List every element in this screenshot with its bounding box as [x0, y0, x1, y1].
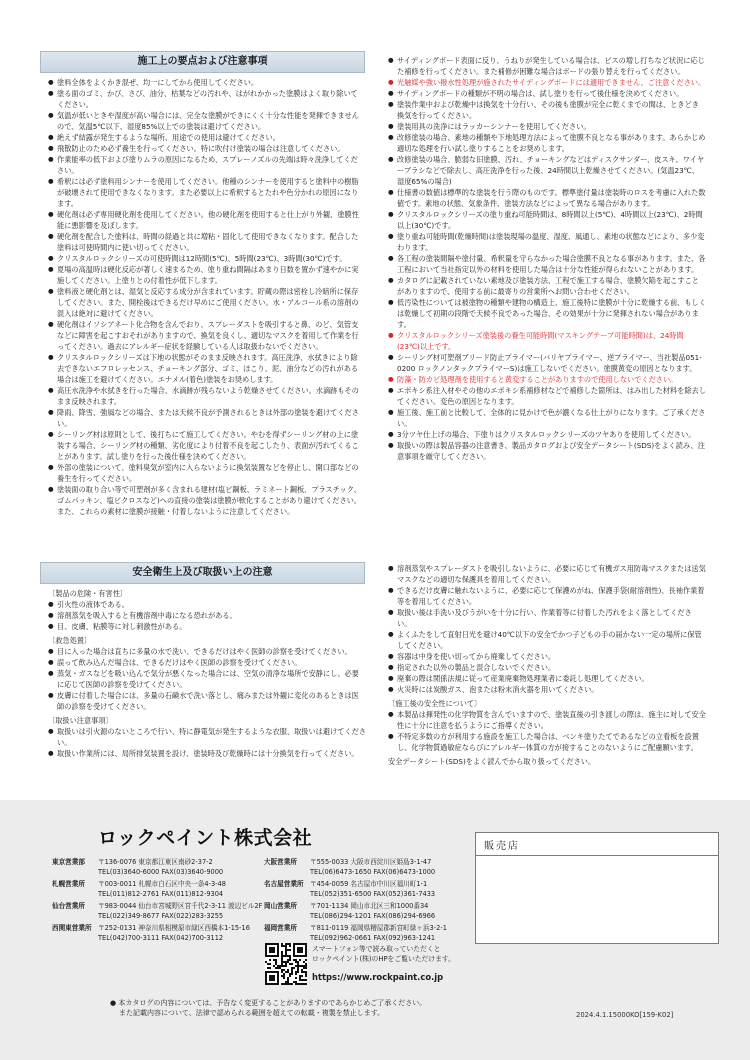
office-address — [310, 902, 450, 921]
list-item: ● クリスタルロックシリーズの塗り重ね可能時間は、8時間以上(5℃)、4時間以上(23℃)、2時間以上(30℃)です。 — [388, 209, 706, 231]
list-item: ● 塗装用具の洗浄にはラッカーシンナーを使用してください。 — [388, 121, 706, 132]
office-name: 福岡営業所 — [264, 924, 297, 932]
office-phone-line: TEL(086)294-1201 FAX(086)294-6966 — [310, 911, 436, 920]
safety-right-column — [388, 563, 706, 767]
list-item: ● 光触媒や強い撥水性処理が施されたサイディングボードには適用できません。ご注意ください。 — [388, 77, 706, 88]
section-subheading: 〔救急処置〕 — [48, 636, 92, 645]
website-link[interactable]: https://www.rockpaint.co.jp — [312, 972, 444, 982]
list-item: ● クリスタルロックシリーズは下地の状態がそのまま反映されます。高圧洗浄、水拭きにより除去できないエフロレッセンス、チョーキング部分、ゴミ、ほこり、泥、油分などの汚れがある場合は施工を避けてください。エナメル(着色)塗装をお奨めします。 — [48, 352, 362, 385]
list-item: ● 硬化剤はイソシアネート化合物を含んでおり、スプレーダストを吸引すると鼻、のど、気管支などに障害を起こすおそれがありますので、換気を良くし、適切なマスクを着用して作業を行ってください。過去にアレルギー症状を経験している人は取扱わないでください。 — [48, 319, 362, 352]
section-subheading: 〔製品の危険・有害性〕 — [48, 589, 128, 598]
list-item: ● クリスタルロックシリーズ塗装後の養生可能時間(マスキングテープ可能時間)は、24時間(23℃)以上です。 — [388, 330, 706, 352]
section-subheading: 〔取扱い注意事項〕 — [48, 716, 113, 725]
office-address-line: 〒454-0059 名古屋市中川区福川町1-1 — [310, 880, 428, 888]
list-item: ● 溶剤蒸気を吸入すると有機溶剤中毒になる恐れがある。 — [48, 610, 366, 621]
list-item: ● エポキシ系注入材やその他のエポキシ系補修材などで補修した箇所は、はみ出した材料を除去してください。変色の原因となります。 — [388, 385, 706, 407]
document-code: 2024.4.1.15000KO[159-K02] — [576, 1011, 674, 1019]
usage-left-column — [48, 77, 362, 517]
list-item: ● 低汚染性については被塗物の種類や建物の構造上、施工後特に塗膜が十分に乾燥する前、もしくは乾燥して初期の段階で天候不良であった場合、その効果が十分に発揮されない場合があります。 — [388, 297, 706, 330]
list-item: ● 引火性の液体である。 — [48, 599, 366, 610]
office-address — [98, 902, 263, 921]
list-item: ● 外部の塗装について、塗料臭気が室内に入らないように換気装置などを停止し、開口部などの養生を行ってください。 — [48, 462, 362, 484]
section-subheading: 〔施工後の安全性について〕 — [388, 699, 482, 708]
office-name: 岡山営業所 — [264, 902, 297, 910]
office-entry — [52, 880, 252, 900]
dealer-divider — [476, 855, 718, 856]
office-address-line: 〒983-0044 仙台市宮城野区宮千代2-3-11 渡辺ビル2F — [98, 902, 263, 910]
office-address — [310, 880, 450, 899]
company-footer — [0, 800, 750, 1060]
usage-section-title: 施工上の要点および注意事項 — [40, 51, 365, 73]
safety-section-title: 安全衛生上及び取扱い上の注意 — [40, 562, 365, 584]
office-entry — [264, 858, 464, 878]
office-phone-line: TEL(052)351-6500 FAX(052)361-7433 — [310, 889, 436, 898]
office-entry — [264, 902, 464, 922]
office-entry — [52, 924, 252, 944]
list-item: ● できるだけ皮膚に触れないように、必要に応じて保護めがね、保護手袋(耐溶剤性)、長袖作業着等を着用してください。 — [388, 585, 706, 607]
office-name: 西関東営業所 — [52, 924, 92, 932]
usage-right-column — [388, 55, 706, 462]
office-address — [98, 880, 238, 899]
office-address — [310, 858, 450, 877]
office-phone-line: TEL(011)812-2761 FAX(011)812-9304 — [98, 889, 224, 898]
list-item: ● 3分ツヤ仕上げの場合、下塗りはクリスタルロックシリーズのツヤありを使用してください。 — [388, 429, 706, 440]
office-name: 東京営業部 — [52, 858, 85, 866]
list-item: ● 塗る面のゴミ、かび、さび、油分、枯葉などの汚れや、はがれかかった塗膜はよく取り除いてください。 — [48, 88, 362, 110]
list-item: ● シーリング材可塑剤ブリード防止プライマー(バリヤプライマー、逆プライマー、当社製品051-0200 ロックノンタックプライマーS)は施工しないでください。塗膜黄変の原因となります。 — [388, 352, 706, 374]
list-item: ● 蒸気・ガスなどを吸い込んで気分が悪くなった場合には、空気の清浄な場所で安静にし、必要に応じて医師の診察を受けてください。 — [48, 668, 366, 690]
list-item: ● よくふたをして直射日光を避け40℃以下の安全でかつ子どもの手の届かない一定の場所に保管してください。 — [388, 629, 706, 651]
list-item: ● 希釈には必ず塗料用シンナーを使用してください。他種のシンナーを使用すると塗料中の樹脂が破壊されて使用できなくなります。また必要以上に希釈するとたれや色分かれの原因になります。 — [48, 176, 362, 209]
list-item: ● 各工程の塗装間隔や塗付量、希釈量を守らなかった場合塗膜不良となる事があります。また、各工程において当社指定以外の材料を使用した場合は十分な性能が得られないことがあります。 — [388, 253, 706, 275]
list-item: ● 仕様書の数値は標準的な塗装を行う際のものです。標準塗付量は塗装時のロスを考慮に入れた数値です。素地の状態、気象条件、塗装方法などによって異なる場合があります。 — [388, 187, 706, 209]
list-item: ● シーリング材は原則として、後打ちにて施工してください。やむを得ずシーリング材の上に塗装する場合、シーリング材の種類、劣化度により付着不良を起こしたり、表面が汚れてくることがあります。試し塗りを行った後仕様を決めてください。 — [48, 429, 362, 462]
office-name: 名古屋営業所 — [264, 880, 304, 888]
office-address-line: 〒252-0131 神奈川県相模原市緑区西橋本1-15-16 — [98, 924, 250, 932]
list-item: ● 改修塗装の場合、素地の種類や下地処理方法によって塗膜不良となる事があります。あらかじめ適切な処理を行い試し塗りすることをお奨めします。 — [388, 132, 706, 154]
list-item: ● 目、皮膚、粘膜等に対し刺激性がある。 — [48, 621, 366, 632]
dealer-stamp-box — [475, 832, 719, 944]
dealer-label: 販売店 — [484, 841, 520, 852]
list-item: ● 火災時には炭酸ガス、泡または粉末消火器を用いてください。 — [388, 684, 706, 695]
list-item: ● 不特定多数の方が利用する施設を施工した場合は、ベンキ塗りたてであるなどの立看板を設置し、化学物質過敏症ならびにアレルギー体質の方が接することのないようにご配慮願います。 — [388, 731, 706, 753]
list-item: ● 溶剤蒸気やスプレーダストを吸引しないように、必要に応じて有機ガス用防毒マスクまたは送気マスクなどの適切な保護具を着用してください。 — [388, 563, 706, 585]
office-entry — [264, 880, 464, 900]
office-phone-line: TEL(042)700-3111 FAX(042)700-3112 — [98, 933, 224, 942]
office-phone-line: TEL(092)962-0661 FAX(092)963-1241 — [310, 933, 436, 942]
list-item: ● 取扱いの際は製品容器の注意書き、製品カタログおよび安全データシート(SDS)をよく読み、注意事項を厳守してください。 — [388, 440, 706, 462]
office-name: 仙台営業所 — [52, 902, 85, 910]
office-address — [98, 858, 238, 877]
list-item: ● 廃棄の際は関係法規に従って産業廃棄物処理業者に委託し処理してください。 — [388, 673, 706, 684]
office-phone-line: TEL(022)349-8677 FAX(022)283-3255 — [98, 911, 224, 920]
safety-left-column — [48, 588, 366, 759]
list-item: ● 指定された以外の製品と混合しないでください。 — [388, 662, 706, 673]
office-address-line: 〒811-0119 福岡県糟屋郡新宮町緑ヶ浜3-2-1 — [310, 924, 447, 932]
list-item: ● 高圧水洗浄や水拭きを行った場合、水滴跡が残らないよう乾燥させてください。水滴跡もそのまま反映されます。 — [48, 385, 362, 407]
office-address-line: 〒136-0076 東京都江東区南砂2-37-2 — [98, 858, 213, 866]
qr-note — [312, 945, 455, 964]
list-item: ● 施工後、施工前と比較して、全体的に見かけで色が濃くなる仕上がりになります。ご了承ください。 — [388, 407, 706, 429]
office-address — [310, 924, 450, 943]
list-item: ● カタログに記載されていない素地及び塗装方法、工程で施工する場合、塗膜欠陥を起こすことがありますので、使用する前に最寄りの営業所へお問い合わせください。 — [388, 275, 706, 297]
list-item: ● サイディングボードの種類が不明の場合は、試し塗りを行って後仕様を決めてください。 — [388, 88, 706, 99]
list-item: ● 塗り重ね可能時間(乾燥時間)は塗装現場の温度、湿度、風通し、素地の状態などにより、多少変わります。 — [388, 231, 706, 253]
safety-precautions-panel — [32, 548, 722, 796]
list-item: ● クリスタルロックシリーズの可使時間は12時間(5℃)、5時間(23℃)、3時間(30℃)です。 — [48, 253, 362, 264]
list-item: ● 取扱い作業所には、局所排気装置を設け、塗装時及び乾燥時には十分換気を行ってください。 — [48, 748, 366, 759]
list-item: ● 改修塗装の場合、脆弱な旧塗膜、汚れ、チョーキングなどはディスクサンダー、皮スキ、ワイヤーブラシなどで除去し、高圧洗浄を行った後、24時間以上乾燥させてください。(気温23℃、湿度65%の場合) — [388, 154, 706, 187]
disclaimer-line-2: また記載内容について、法律で認められる範囲を超えての転載・複製を禁止します。 — [119, 1009, 385, 1017]
office-address-line: 〒701-1134 岡山市北区三和1000番34 — [310, 902, 429, 910]
office-entry — [52, 902, 263, 922]
office-address-line: 〒003-0011 札幌市白石区中央一条4-3-48 — [98, 880, 226, 888]
list-item: ● 皮膚に付着した場合には、多量の石鹸水で洗い落とし、痛みまたは外観に変化のあるときは医師の診察を受けてください。 — [48, 690, 366, 712]
list-item: ● サイディングボード表面に反り、うねりが発生している場合は、ビスの増し打ちなど状況に応じた補修を行ってください。また補修が困難な場合はボードの張り替えを行ってください。 — [388, 55, 706, 77]
list-item: ● 塗料全体をよくかき混ぜ、均一にしてから使用してください。 — [48, 77, 362, 88]
qr-code-icon[interactable] — [265, 943, 307, 985]
list-item: ● 本製品は揮発性の化学物質を含んでいますので、塗装直後の引き渡しの際は、施主に対して安全性に十分に注意を払うようにご指導ください。 — [388, 709, 706, 731]
list-item: ● 夏場の高温時は硬化反応が著しく速まるため、塗り重ね間隔はあまり日数を置かず速やかに実施してください。上塗りとの付着性が低下します。 — [48, 264, 362, 286]
office-entry — [264, 924, 464, 944]
disclaimer-note — [110, 998, 426, 1018]
list-item: ● 誤って飲み込んだ場合は、できるだけはやく医師の診察を受けてください。 — [48, 657, 366, 668]
office-address — [98, 924, 250, 943]
list-item: ● 目に入った場合は直ちに多量の水で洗い、できるだけはやく医師の診察を受けてください。 — [48, 646, 366, 657]
list-item: ● 塗料液と硬化剤とは、湿気と反応する成分が含まれています。貯蔵の際は密栓し冷暗所に保存してください。また、開栓後はできるだけ早めにご使用ください。水・アルコール系の溶剤の混入は絶対に避けてください。 — [48, 286, 362, 319]
qr-note-line-2: ロックペイント(株)のHPをご覧いただけます。 — [312, 954, 455, 963]
list-item: ● 硬化剤を配合した塗料は、時間の経過と共に増粘・固化して使用できなくなります。配合した塗料は可使時間内に使い切ってください。 — [48, 231, 362, 253]
company-logo: ロックペイント株式会社 — [98, 827, 313, 849]
list-item: ● 気温が低いときや湿度が高い場合には、完全な塗膜ができにくく十分な性能を発揮できませんので、気温5℃以下、湿度85%以上での塗装は避けてください。 — [48, 110, 362, 132]
usage-precautions-panel — [32, 45, 722, 545]
list-item: ● 飛散防止のため必ず養生を行ってください。特に吹付け塗装の場合は注意してください。 — [48, 143, 362, 154]
office-address-line: 〒555-0033 大阪市西淀川区姫島3-1-47 — [310, 858, 432, 866]
list-item: ● 取扱い後は手洗い及びうがいを十分に行い、作業着等に付着した汚れをよく落としてください。 — [388, 607, 706, 629]
office-entry — [52, 858, 252, 878]
office-name: 札幌営業所 — [52, 880, 85, 888]
qr-note-line-1: スマートフォン等で読み取っていただくと — [312, 945, 441, 953]
list-item: ● 防藻・防カビ処理剤を使用すると黄変することがありますので使用しないでください。 — [388, 374, 706, 385]
list-item: ● 取扱いは引火源のないところで行い、特に静電気が発生するような衣服、取扱いは避けてください。 — [48, 726, 366, 748]
office-phone-line: TEL(06)6473-1650 FAX(06)6473-1000 — [310, 867, 436, 876]
list-item: ● 絶えず結露が発生するような場所、用途での使用は避けてください。 — [48, 132, 362, 143]
disclaimer-line-1: ● 本カタログの内容については、予告なく変更することがありますのであらかじめご了承ください。 — [110, 999, 427, 1007]
section-subheading: 安全データシート(SDS)をよく読んでから取り扱ってください。 — [388, 757, 596, 766]
list-item: ● 降雨、降雪、強風などの場合、または天候不良が予測されるときは外部の塗装を避けてください。 — [48, 407, 362, 429]
list-item: ● 硬化剤は必ず専用硬化剤を使用してください。他の硬化剤を使用すると仕上がり外観、塗膜性能に悪影響を及ぼします。 — [48, 209, 362, 231]
office-name: 大阪営業所 — [264, 858, 297, 866]
list-item: ● 塗装作業中および乾燥中は換気を十分行い、その後も塗膜が完全に乾くまでの間は、ときどき換気を行ってください。 — [388, 99, 706, 121]
office-phone-line: TEL(03)3640-6000 FAX(03)3640-9000 — [98, 867, 224, 876]
list-item: ● 塗装面の取り合い等で可塑剤が多く含まれる建材(塩ビ鋼板、ラミネート鋼板、プラスチック、ゴムパッキン、塩ビクロスなど)への直接の塗装は塗膜が軟化することがあり避けてください。また、これらの素材に塗膜が接触・付着しないように注意してください。 — [48, 484, 362, 517]
list-item: ● 作業能率の低下および塗りムラの原因になるため、スプレーノズルの先端は時々洗浄してください。 — [48, 154, 362, 176]
list-item: ● 容器は中身を使い切ってから廃棄してください。 — [388, 651, 706, 662]
